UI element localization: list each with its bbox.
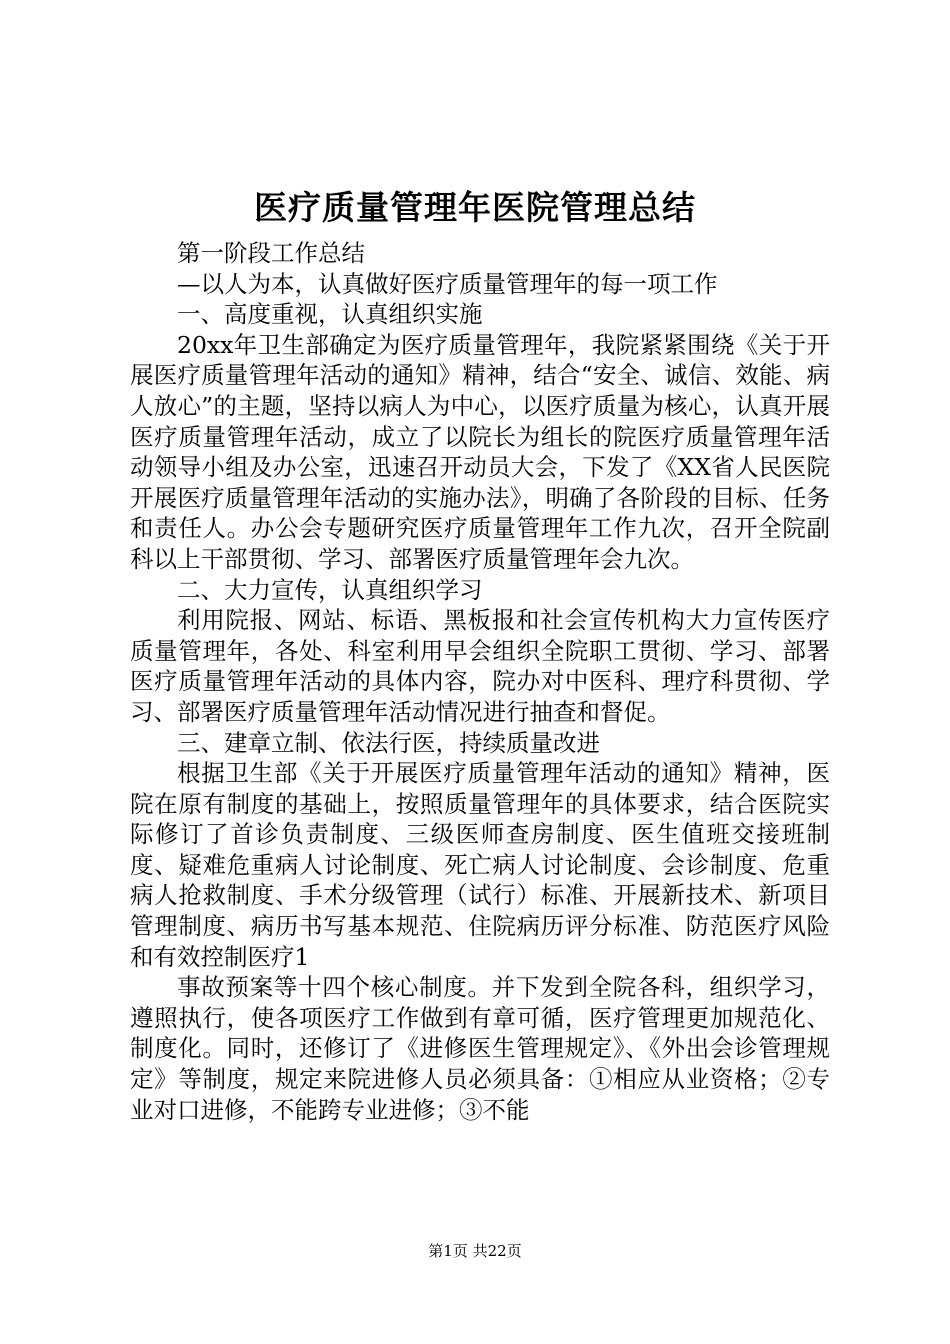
body-paragraph-3: 根据卫生部《关于开展医疗质量管理年活动的通知》精神，医院在原有制度的基础上，按照质量管理年的具体要求，结合医院实际修订了首诊负责制度、三级医师查房制度、医生值班交接班制度、疑难危重病人讨论制度、死亡病人讨论制度、会诊制度、危重病人抢救制度、手术分级管理（试行）标准、开展新技术、新项目管理制度、病历书写基本规范、住院病历评分标准、防范医疗风险和有效控制医疗1 [130,759,830,971]
subtitle-line: —以人为本，认真做好医疗质量管理年的每一项工作 [177,269,718,298]
section-heading-1: 一、高度重视，认真组织实施 [177,300,483,329]
body-paragraph-4: 事故预案等十四个核心制度。并下发到全院各科，组织学习，遵照执行，使各项医疗工作做到有章可循，医疗管理更加规范化、制度化。同时，还修订了《进修医生管理规定》、《外出会诊管理规定》等制度，规定来院进修人员必须具备：①相应从业资格；②专业对口进修，不能跨专业进修；③不能 [130,973,830,1124]
document-body [130,238,830,1125]
body-paragraph-1: 20xx年卫生部确定为医疗质量管理年，我院紧紧围绕《关于开展医疗质量管理年活动的通知》精神，结合“安全、诚信、效能、病人放心”的主题，坚持以病人为中心，以医疗质量为核心，认真开展医疗质量管理年活动，成立了以院长为组长的院医疗质量管理年活动领导小组及办公室，迅速召开动员大会，下发了《XX省人民医院开展医疗质量管理年活动的实施办法》，明确了各阶段的目标、任务和责任人。办公会专题研究医疗质量管理年工作九次，召开全院副科以上干部贯彻、学习、部署医疗质量管理年会九次。 [130,330,830,573]
stage-heading: 第一阶段工作总结 [177,239,365,267]
page-number-footer: 第1页 共22页 [428,1242,522,1260]
document-title: 医疗质量管理年医院管理总结 [254,188,696,227]
body-paragraph-2: 利用院报、网站、标语、黑板报和社会宣传机构大力宣传医疗质量管理年，各处、科室利用早会组织全院职工贯彻、学习、部署医疗质量管理年活动的具体内容，院办对中医科、理疗科贯彻、学习、部署医疗质量管理年活动情况进行抽查和督促。 [130,606,830,726]
section-heading-3: 三、建章立制、依法行医，持续质量改进 [177,728,600,757]
section-heading-2: 二、大力宣传，认真组织学习 [177,575,483,604]
